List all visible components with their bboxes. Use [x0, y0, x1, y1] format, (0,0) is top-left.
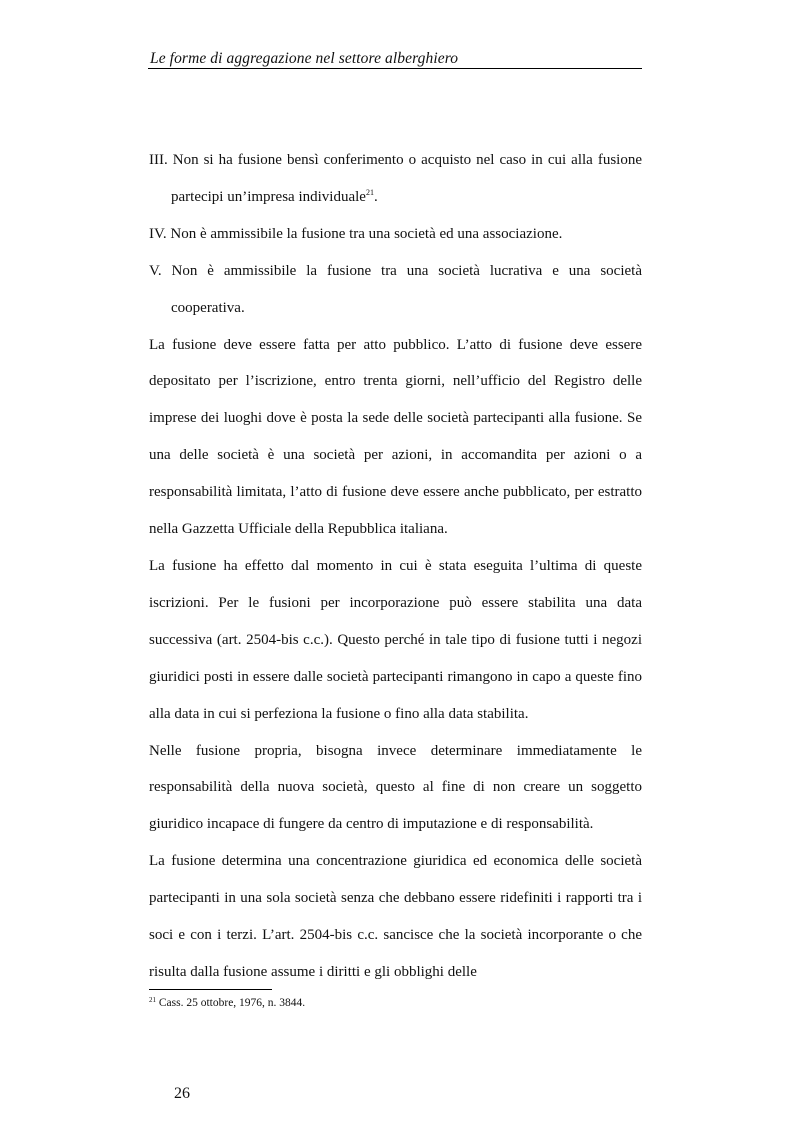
footnote-text: Cass. 25 ottobre, 1976, n. 3844.: [158, 997, 306, 1009]
paragraph: La fusione deve essere fatta per atto pubblico. L’atto di fusione deve essere depositato per l’iscrizione, entro trenta giorni, nell’ufficio del Registro delle imprese dei luoghi dove è posta la sede delle società partecipanti alla fusione. Se una delle società è una società per azioni, in accomandita per azioni o a responsabilità limitata, l’atto di fusione deve essere anche pubblicato, per estratto nella Gazzetta Ufficiale della Repubblica italiana.: [149, 336, 642, 538]
list-item: IV. Non è ammissibile la fusione tra una società ed una associazione.: [149, 225, 563, 242]
footnote-number: 21: [149, 996, 156, 1004]
footnote-reference: 21: [365, 187, 374, 197]
paragraph: Nelle fusione propria, bisogna invece determinare immediatamente le responsabilità della nuova società, questo al fine di non creare un soggetto giuridico incapace di fungere da centro di imputazione e di responsabilità.: [149, 742, 642, 833]
header-title: Le forme di aggregazione nel settore alberghiero: [150, 50, 459, 67]
list-item: [149, 142, 642, 216]
list-item-text: III. Non si ha fusione bensì conferimento o acquisto nel caso in cui alla fusione partecipi un’impresa individuale: [149, 152, 642, 205]
page-body: [149, 142, 642, 991]
list-item-text-end: .: [373, 188, 378, 205]
footnote: [149, 996, 305, 1010]
list-item: V. Non è ammissibile la fusione tra una società lucrativa e una società cooperativa.: [149, 262, 642, 316]
running-header: [148, 50, 642, 69]
paragraph: La fusione determina una concentrazione giuridica ed economica delle società partecipanti in una sola società senza che debbano essere ridefiniti i rapporti tra i soci e con i terzi. L’art. 2504-bis c.c. sancisce che la società incorporante o che risulta dalla fusione assume i diritti e gli obblighi delle: [149, 853, 642, 980]
page-number: 26: [174, 1085, 190, 1102]
footnote-separator: [149, 989, 272, 990]
paragraph: La fusione ha effetto dal momento in cui è stata eseguita l’ultima di queste iscrizioni. Per le fusioni per incorporazione può essere stabilita una data successiva (art. 2504-bis c.c.). Questo perché in tale tipo di fusione tutti i negozi giuridici posti in essere dalle società partecipanti rimangono in capo a queste fino alla data in cui si perfeziona la fusione o fino alla data stabilita.: [149, 557, 642, 722]
